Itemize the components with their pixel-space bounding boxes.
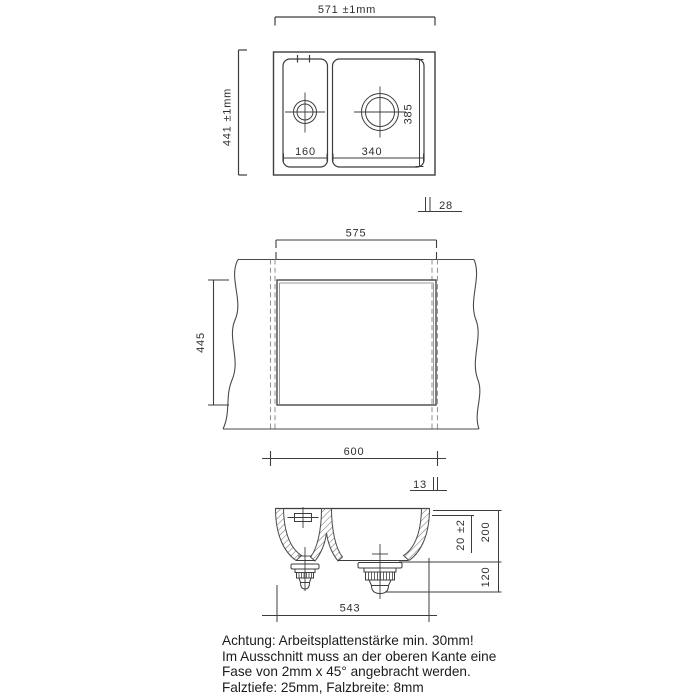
small-basin-drain xyxy=(285,93,325,133)
cutout-width-label: 575 xyxy=(345,227,367,240)
note-line-4: Falztiefe: 25mm, Falzbreite: 8mm xyxy=(222,679,424,695)
worktop-band xyxy=(223,260,480,430)
top-view xyxy=(239,17,436,175)
dim-cutout-width xyxy=(276,240,437,260)
dim-basin-depth xyxy=(416,59,424,167)
note-line-2: Im Ausschnitt muss an der oberen Kante eine xyxy=(222,648,497,664)
overall-depth-label: 200 xyxy=(480,521,492,543)
cutout-view xyxy=(208,240,480,466)
large-basin-width-label: 340 xyxy=(361,146,383,158)
outer-width-label: 600 xyxy=(343,446,365,458)
note-line-3: Fase von 2mm x 45° angebracht werden. xyxy=(222,664,471,680)
worktop-break-left xyxy=(223,260,238,430)
tap-hole-symbol xyxy=(288,507,319,528)
overall-width-label: 571 ±1mm xyxy=(317,4,377,16)
dim-cutout-height xyxy=(208,280,229,405)
divider-wall xyxy=(311,509,343,562)
installation-notes xyxy=(222,633,552,695)
large-basin-drain xyxy=(354,87,406,138)
bottom-width-label: 543 xyxy=(339,602,361,615)
fold-dashed-lines xyxy=(271,260,438,430)
corner-note-label: 28 xyxy=(439,200,453,212)
cutout-rect xyxy=(277,280,436,405)
small-basin-width-label: 160 xyxy=(295,146,316,158)
drain-clearance-label: 120 xyxy=(480,566,492,588)
edge-note-label: 13 xyxy=(413,479,427,491)
section-walls xyxy=(276,509,430,562)
large-drain-assembly xyxy=(358,544,402,599)
rim-inset-label: 20 ±2 xyxy=(455,519,467,551)
cutout-height-label: 445 xyxy=(195,332,207,353)
dim-overall-height xyxy=(239,50,248,175)
overall-height-label: 441 ±1mm xyxy=(221,87,234,147)
worktop-break-right xyxy=(473,260,479,430)
note-line-1: Achtung: Arbeitsplattenstärke min. 30mm! xyxy=(222,633,474,648)
right-wall xyxy=(404,509,430,561)
cutout-inner-edge xyxy=(280,283,434,404)
basin-depth-label: 385 xyxy=(402,103,415,125)
dim-overall-width xyxy=(275,17,435,26)
left-wall xyxy=(276,509,302,561)
